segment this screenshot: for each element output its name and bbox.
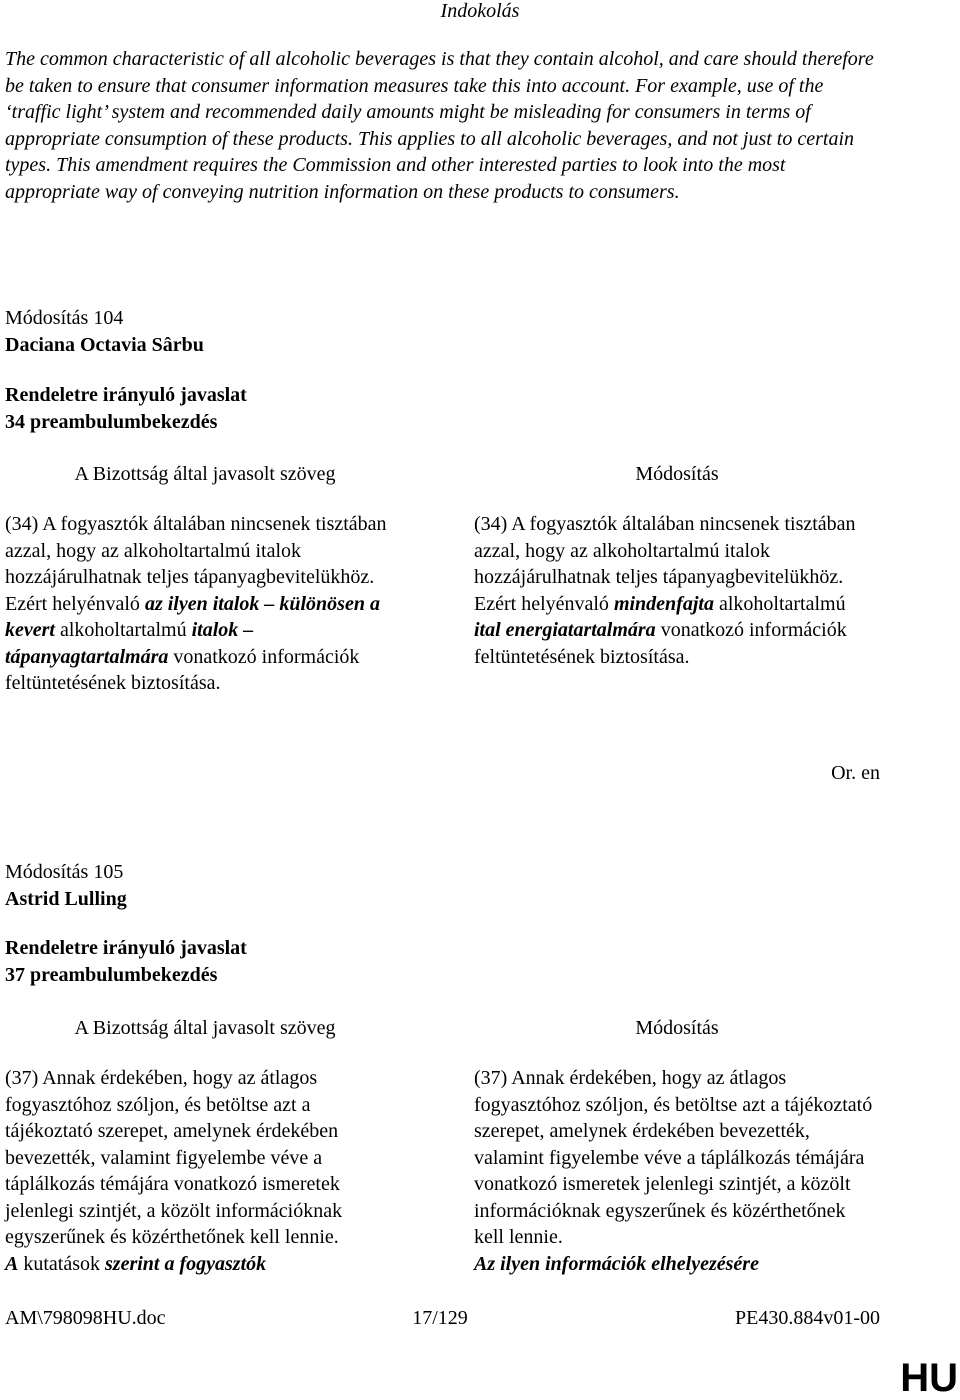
language-badge: HU	[900, 1356, 958, 1400]
amendment-104-right-header: Módosítás	[635, 463, 719, 485]
amendment-105-author: Astrid Lulling	[5, 888, 127, 910]
justification-title: Indokolás	[440, 0, 520, 22]
amendment-104-right-text: (34) A fogyasztók általában nincsenek tisztában azzal, hogy az alkoholtartalmú italok hozzájárulhatnak teljes tápanyagbevitelükhöz. Ezért helyénvaló mindenfajta alkoholtartalmú ital energiatartalmára vonatkozó információk feltüntetésének biztosítása.	[474, 513, 856, 668]
amendment-104-proposal: Rendeletre irányuló javaslat	[5, 384, 247, 406]
amendment-104-left-text: (34) A fogyasztók általában nincsenek tisztában azzal, hogy az alkoholtartalmú italok hozzájárulhatnak teljes tápanyagbevitelükhöz. Ezért helyénvaló az ilyen italok – különösen a kevert alkoholtartalmú italok – tápanyagtartalmára vonatkozó információk feltüntetésének biztosítása.	[5, 513, 387, 694]
footer-doc-ref: AM\798098HU.doc	[5, 1307, 166, 1329]
amendment-105-proposal: Rendeletre irányuló javaslat	[5, 937, 247, 959]
amendment-104-author: Daciana Octavia Sârbu	[5, 334, 204, 356]
amendment-105-right-header: Módosítás	[635, 1017, 719, 1039]
footer-page-number: 17/129	[412, 1307, 468, 1329]
amendment-104-left-header: A Bizottság által javasolt szöveg	[74, 463, 336, 485]
footer-pe-ref: PE430.884v01-00	[735, 1307, 880, 1329]
amendment-105-left-header: A Bizottság által javasolt szöveg	[74, 1017, 336, 1039]
amendment-105-number: Módosítás 105	[5, 861, 124, 883]
amendment-105-left-text: (37) Annak érdekében, hogy az átlagos fogyasztóhoz szóljon, és betöltse azt a tájékoztató szerepet, amelynek érdekében bevezették, valamint figyelembe véve a táplálkozás témájára vonatkozó ismeretek jelenlegi szintjét, a közölt információknak egyszerűnek és közérthetőnek kell lennie. A kutatások szerint a fogyasztók	[5, 1067, 343, 1275]
amendment-104-recital: 34 preambulumbekezdés	[5, 411, 218, 433]
amendment-105-recital: 37 preambulumbekezdés	[5, 964, 218, 986]
justification-text: The common characteristic of all alcoholic beverages is that they contain alcohol, and care should therefore be taken to ensure that consumer information measures take this into account. For example, use of the ‘traffic light’ system and recommended daily amounts might be misleading for consumers in terms of appropriate consumption of these products. This applies to all alcoholic beverages, and not just to certain types. This amendment requires the Commission and other interested parties to look into the most appropriate way of conveying nutrition information on these products to consumers.	[5, 48, 874, 203]
original-language: Or. en	[831, 762, 880, 784]
amendment-105-right-text: (37) Annak érdekében, hogy az átlagos fogyasztóhoz szóljon, és betöltse azt a tájékoztató szerepet, amelynek érdekében bevezették, valamint figyelembe véve a táplálkozás témájára vonatkozó ismeretek jelenlegi szintjét, a közölt információknak egyszerűnek és közérthetőnek kell lennie. Az ilyen információk elhelyezésére	[474, 1067, 873, 1275]
amendment-104-number: Módosítás 104	[5, 307, 124, 329]
